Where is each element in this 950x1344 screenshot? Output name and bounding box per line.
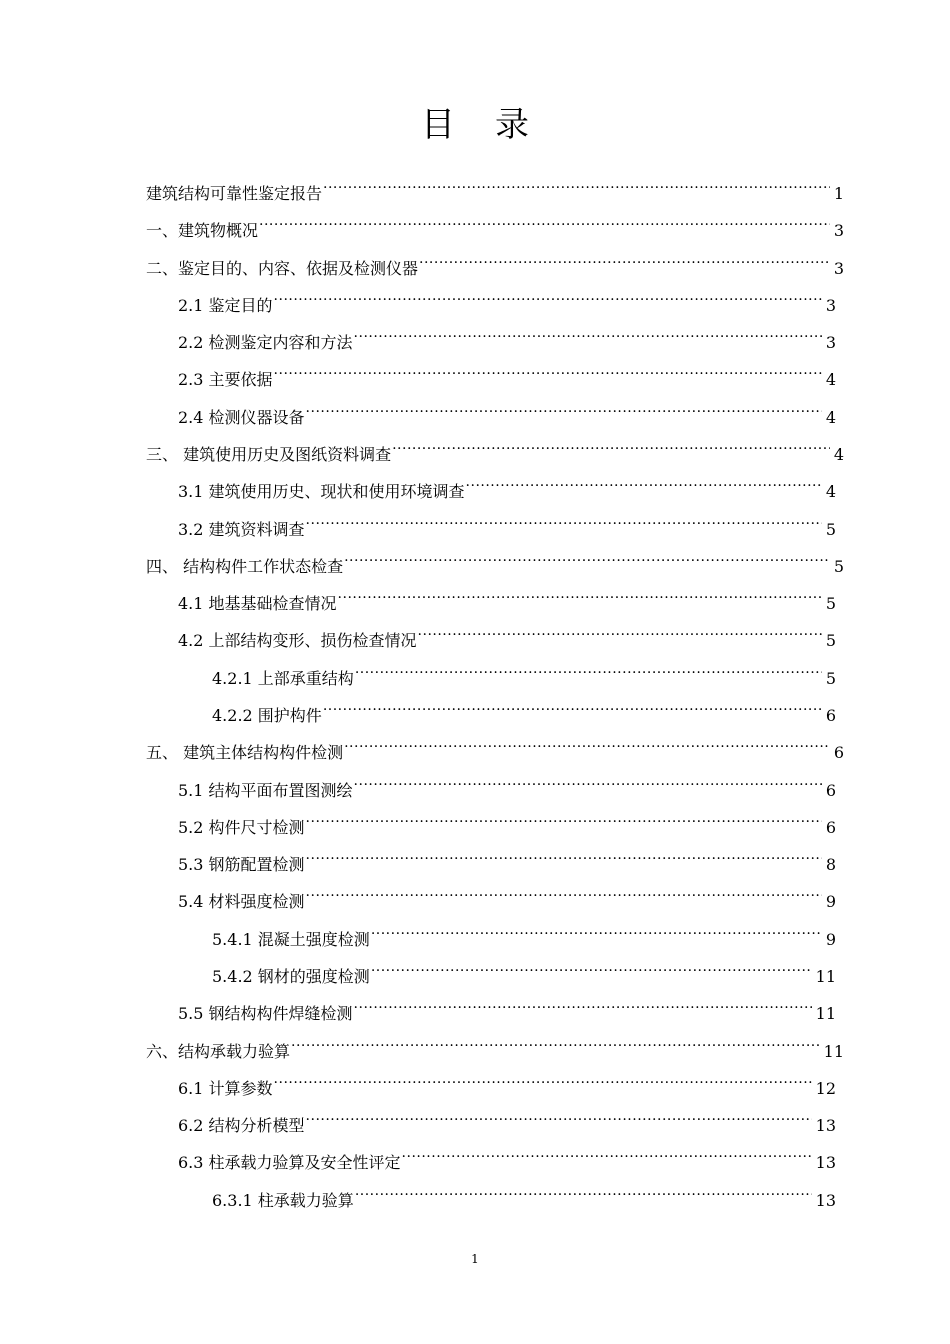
toc-entry-label: 6.1 计算参数 — [178, 1079, 273, 1098]
toc-leader-dots — [371, 952, 812, 982]
toc-entry[interactable] — [178, 281, 836, 315]
toc-entry-page: 5 — [825, 669, 836, 688]
toc-entry-label: 4.1 地基基础检查情况 — [178, 594, 337, 613]
toc-leader-dots — [402, 1138, 812, 1168]
toc-entry[interactable] — [178, 1064, 836, 1098]
toc-entry-label: 5.4 材料强度检测 — [178, 892, 305, 911]
toc-entry-page: 13 — [815, 1116, 836, 1135]
toc-entry-label: 4.2.1 上部承重结构 — [212, 669, 354, 688]
toc-leader-dots — [338, 579, 822, 609]
toc-entry[interactable] — [146, 1027, 844, 1061]
toc-entry-label: 六、结构承载力验算 — [146, 1042, 291, 1061]
toc-leader-dots — [274, 281, 822, 311]
toc-entry-label: 6.2 结构分析模型 — [178, 1116, 305, 1135]
toc-entry[interactable] — [178, 505, 836, 539]
toc-entry-page: 3 — [825, 333, 836, 352]
toc-leader-dots — [274, 355, 822, 385]
toc-entry-label: 2.2 检测鉴定内容和方法 — [178, 333, 353, 352]
toc-entry[interactable] — [212, 691, 836, 725]
toc-entry-label: 建筑结构可靠性鉴定报告 — [146, 184, 323, 203]
toc-entry[interactable] — [178, 1138, 836, 1172]
toc-entry-page: 5 — [825, 631, 836, 650]
toc-entry-page: 11 — [815, 1004, 836, 1023]
toc-entry-label: 5.4.1 混凝土强度检测 — [212, 930, 370, 949]
toc-entry-page: 11 — [823, 1042, 844, 1061]
toc-entry[interactable] — [146, 430, 844, 464]
toc-entry-label: 5.2 构件尺寸检测 — [178, 818, 305, 837]
toc-entry-label: 4.2.2 围护构件 — [212, 706, 322, 725]
toc-leader-dots — [344, 728, 830, 758]
toc-entry-label: 2.4 检测仪器设备 — [178, 408, 305, 427]
toc-entry[interactable] — [178, 616, 836, 650]
toc-entry-page: 6 — [833, 743, 844, 762]
toc-entry[interactable] — [178, 766, 836, 800]
toc-leader-dots — [306, 393, 822, 423]
toc-entry-page: 8 — [825, 855, 836, 874]
page-title — [0, 100, 950, 150]
toc-entry[interactable] — [146, 244, 844, 278]
toc-entry[interactable] — [212, 654, 836, 688]
toc-leader-dots — [466, 467, 822, 497]
toc-leader-dots — [306, 505, 822, 535]
toc-entry[interactable] — [178, 989, 836, 1023]
toc-entry-label: 三、 建筑使用历史及图纸资料调查 — [146, 445, 392, 464]
toc-entry-label: 5.5 钢结构构件焊缝检测 — [178, 1004, 353, 1023]
toc-entry-page: 5 — [825, 594, 836, 613]
toc-entry-page: 5 — [825, 520, 836, 539]
toc-leader-dots — [306, 840, 822, 870]
toc-entry-page: 4 — [825, 408, 836, 427]
toc-entry[interactable] — [212, 952, 836, 986]
toc-leader-dots — [392, 430, 830, 460]
toc-entry[interactable] — [178, 1101, 836, 1135]
toc-entry-page: 3 — [833, 221, 844, 240]
page-number: 1 — [471, 1252, 479, 1266]
toc-entry[interactable] — [178, 355, 836, 389]
toc-leader-dots — [344, 542, 830, 572]
toc-leader-dots — [418, 616, 822, 646]
toc-leader-dots — [306, 1101, 812, 1131]
toc-entry-page: 3 — [833, 259, 844, 278]
toc-entry-label: 6.3.1 柱承载力验算 — [212, 1191, 354, 1210]
toc-leader-dots — [323, 169, 830, 199]
toc-entry-page: 3 — [825, 296, 836, 315]
toc-entry[interactable] — [146, 206, 844, 240]
toc-entry-page: 12 — [815, 1079, 836, 1098]
toc-leader-dots — [274, 1064, 812, 1094]
toc-entry-page: 9 — [825, 892, 836, 911]
toc-entry[interactable] — [146, 169, 844, 203]
toc-entry[interactable] — [146, 542, 844, 576]
toc-entry-page: 6 — [825, 781, 836, 800]
toc-leader-dots — [354, 989, 812, 1019]
toc-entry-label: 五、 建筑主体结构构件检测 — [146, 743, 344, 762]
toc-entry[interactable] — [212, 915, 836, 949]
toc-entry-page: 13 — [815, 1153, 836, 1172]
toc-entry-page: 5 — [833, 557, 844, 576]
toc-entry-page: 4 — [825, 370, 836, 389]
toc-entry-label: 2.1 鉴定目的 — [178, 296, 273, 315]
toc-entry-page: 9 — [825, 930, 836, 949]
toc-entry-label: 6.3 柱承载力验算及安全性评定 — [178, 1153, 401, 1172]
toc-leader-dots — [355, 654, 822, 684]
toc-entry-page: 4 — [833, 445, 844, 464]
toc-leader-dots — [259, 206, 830, 236]
toc-entry-label: 5.1 结构平面布置图测绘 — [178, 781, 353, 800]
toc-entry[interactable] — [178, 393, 836, 427]
toc-entry[interactable] — [146, 728, 844, 762]
toc-leader-dots — [323, 691, 822, 721]
toc-entry-label: 4.2 上部结构变形、损伤检查情况 — [178, 631, 417, 650]
toc-entry[interactable] — [178, 579, 836, 613]
toc-entry-label: 3.2 建筑资料调查 — [178, 520, 305, 539]
title-char-1: 目 — [421, 105, 455, 145]
toc-entry-page: 6 — [825, 706, 836, 725]
toc-entry[interactable] — [178, 803, 836, 837]
toc-entry[interactable] — [178, 318, 836, 352]
toc-leader-dots — [291, 1027, 820, 1057]
toc-entry-page: 11 — [815, 967, 836, 986]
toc-leader-dots — [306, 803, 822, 833]
toc-leader-dots — [354, 318, 822, 348]
toc-leader-dots — [419, 244, 830, 274]
toc-entry-page: 1 — [833, 184, 844, 203]
toc-entry-label: 四、 结构构件工作状态检查 — [146, 557, 344, 576]
toc-entry[interactable] — [178, 877, 836, 911]
title-char-2: 录 — [495, 105, 529, 145]
toc-entry-label: 5.4.2 钢材的强度检测 — [212, 967, 370, 986]
toc-entry-label: 3.1 建筑使用历史、现状和使用环境调查 — [178, 482, 465, 501]
toc-entry[interactable] — [212, 1176, 836, 1210]
toc-leader-dots — [306, 877, 822, 907]
toc-leader-dots — [371, 915, 822, 945]
toc-leader-dots — [354, 766, 822, 796]
toc-entry[interactable] — [178, 467, 836, 501]
toc-entry-label: 一、建筑物概况 — [146, 221, 259, 240]
toc-entry-label: 5.3 钢筋配置检测 — [178, 855, 305, 874]
toc-entry-label: 二、鉴定目的、内容、依据及检测仪器 — [146, 259, 419, 278]
toc-entry-page: 6 — [825, 818, 836, 837]
toc-entry-page: 13 — [815, 1191, 836, 1210]
toc-leader-dots — [355, 1176, 812, 1206]
toc-entry-label: 2.3 主要依据 — [178, 370, 273, 389]
toc-entry-page: 4 — [825, 482, 836, 501]
toc-entry[interactable] — [178, 840, 836, 874]
